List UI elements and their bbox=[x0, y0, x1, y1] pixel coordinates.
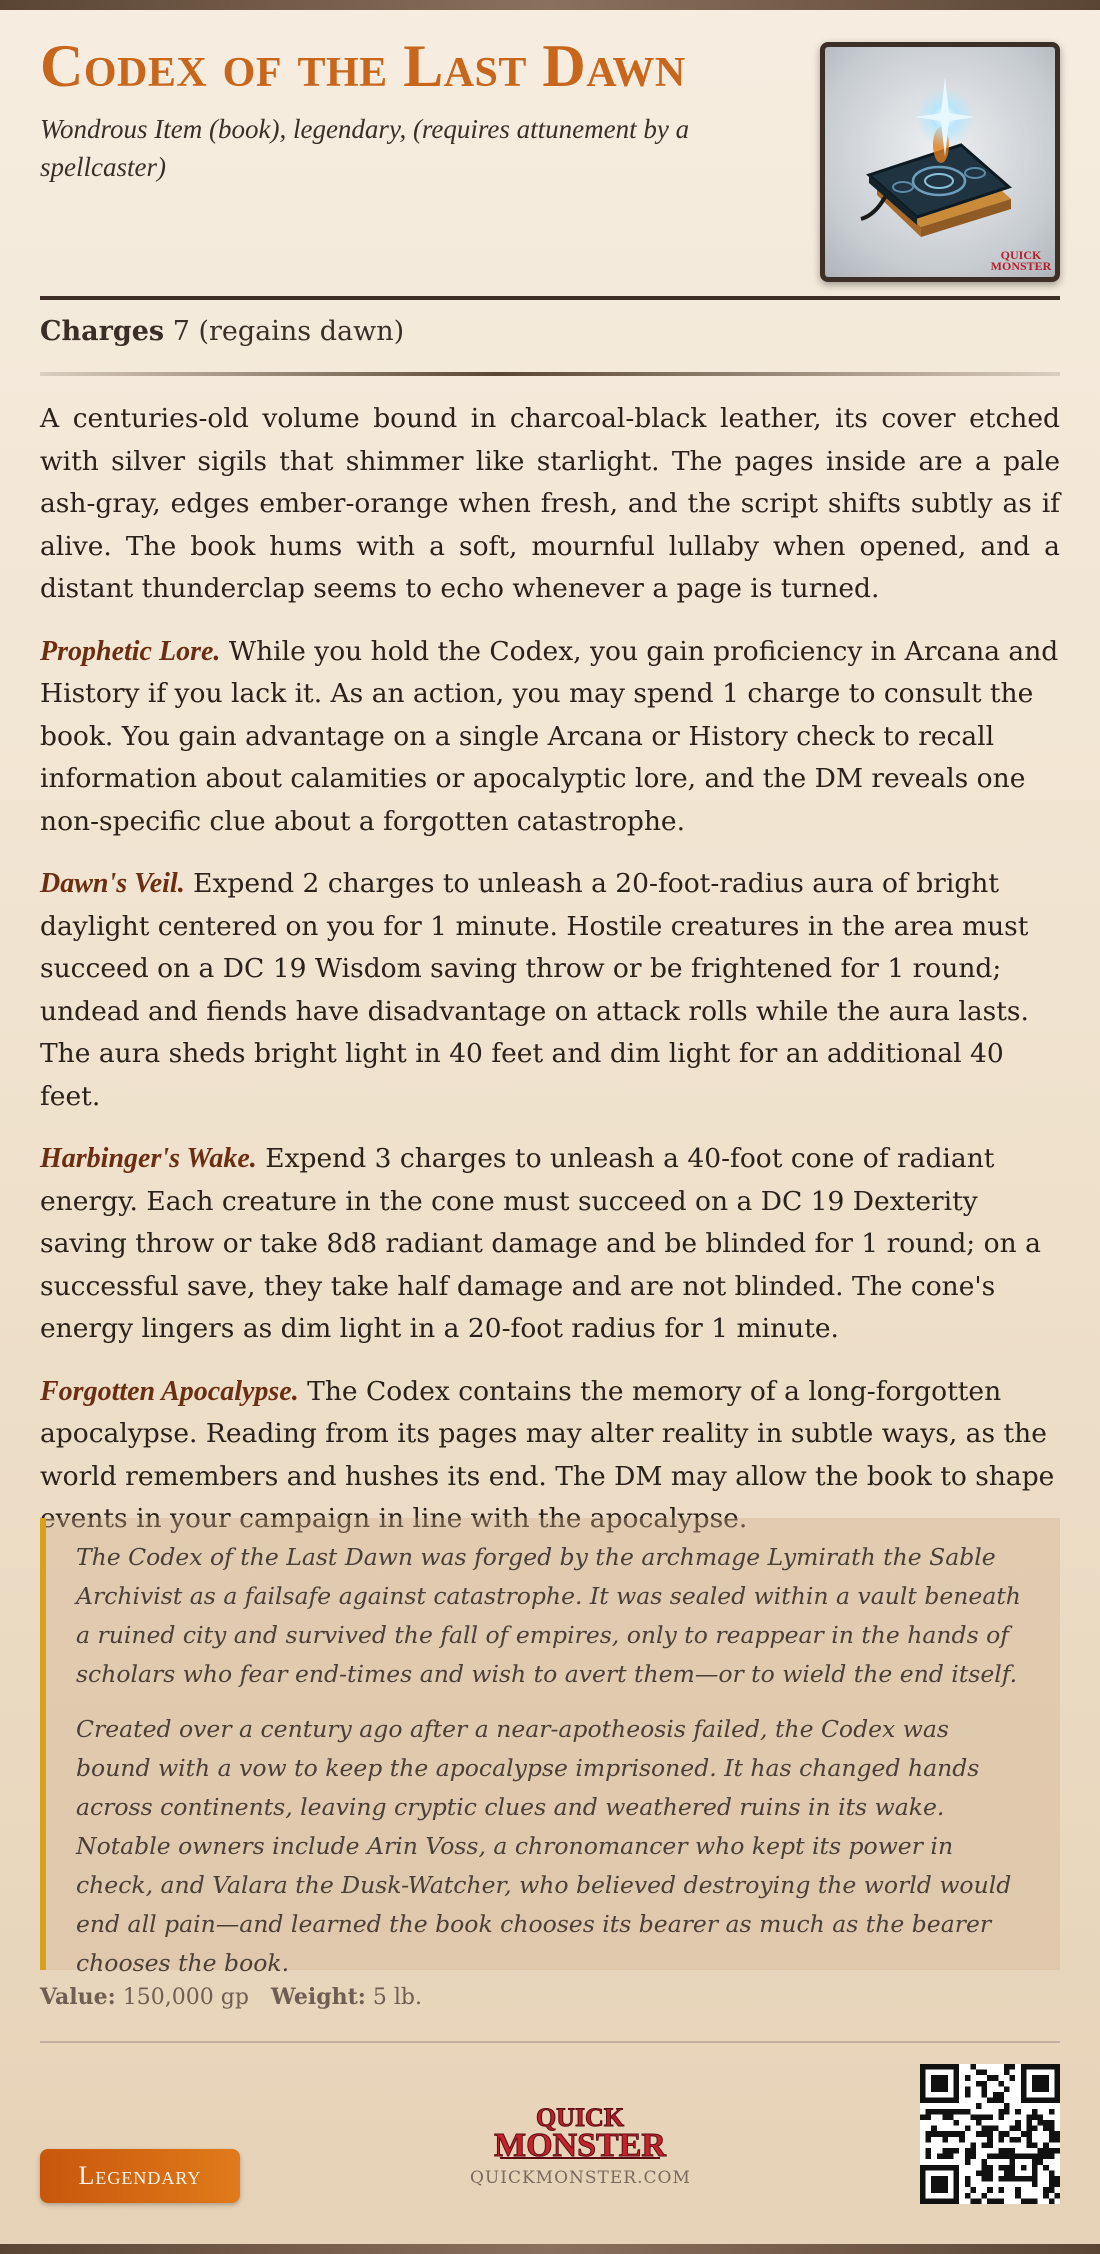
lore-paragraph: The Codex of the Last Dawn was forged by the archmage Lymirath the Sable Archivist as a failsafe against catastrophe. It was sealed within a vault beneath a ruined city and survived the fall of empires, only to reappear in the hands of scholars who fear end-times and wish to avert them—or to wield the end itself. bbox=[76, 1543, 1021, 1688]
qr-code-icon[interactable] bbox=[920, 2064, 1060, 2204]
charges-value: 7 (regains dawn) bbox=[172, 316, 405, 347]
feature-dawns-veil bbox=[40, 863, 1060, 1118]
brand-bottom: MONSTER bbox=[494, 2127, 666, 2164]
rarity-badge: Legendary bbox=[40, 2149, 240, 2203]
section-divider bbox=[40, 372, 1060, 376]
bottom-border bbox=[0, 2244, 1100, 2254]
book-illustration bbox=[825, 47, 1055, 277]
item-subtitle: Wondrous Item (book), legendary, (requires attunement by a spellcaster) bbox=[40, 114, 690, 182]
item-body bbox=[40, 398, 1060, 1561]
feature-text: While you hold the Codex, you gain proficiency in Arcana and History if you lack it. As an action, you may spend 1 charge to consult the book. You gain advantage on a single Arcana or History check to recall information about calamities or apocalyptic lore, and the DM reveals one non-specific clue about a forgotten catastrophe. bbox=[40, 635, 1059, 837]
footer-divider bbox=[40, 2041, 1060, 2043]
svg-text:QUICK: QUICK bbox=[1000, 248, 1042, 262]
feature-text: Expend 3 charges to unleash a 40-foot cone of radiant energy. Each creature in the cone must succeed on a DC 19 Dexterity saving throw or take 8d8 radiant damage and be blinded for 1 round; on a successful save, they take half damage and are not blinded. The cone's energy lingers as dim light in a 20-foot radius for 1 minute. bbox=[40, 1143, 1041, 1344]
item-meta bbox=[40, 1984, 422, 2010]
lore-paragraph: Created over a century ago after a near-apotheosis failed, the Codex was bound with a vow to keep the apocalypse imprisoned. It has changed hands across continents, leaving cryptic clues and weathered ruins in its wake. Notable owners include Arin Voss, a chronomancer who kept its power in check, and Valara the Dusk-Watcher, who believed destroying the world would end all pain—and learned the book chooses its bearer as much as the bearer chooses the book. bbox=[76, 1715, 1012, 1977]
header-divider bbox=[40, 296, 1060, 300]
feature-forgotten-apocalypse bbox=[40, 1371, 1060, 1541]
feature-name: Harbinger's Wake. bbox=[40, 1143, 257, 1174]
weight-amount: 5 lb. bbox=[372, 1985, 422, 2010]
quickmonster-logo-icon bbox=[480, 2100, 680, 2164]
feature-text: Expend 2 charges to unleash a 20-foot-radius aura of bright daylight centered on you for 1 minute. Hostile creatures in the area must succeed on a DC 19 Wisdom saving throw or be frightened for 1 round; undead and fiends have disadvantage on attack rolls while the aura lasts. The aura sheds bright light in 40 feet and dim light for an additional 40 feet. bbox=[40, 868, 1029, 1112]
charges-line bbox=[40, 316, 404, 347]
brand-top: QUICK bbox=[535, 2103, 625, 2132]
feature-name: Dawn's Veil. bbox=[40, 868, 185, 899]
svg-text:MONSTER: MONSTER bbox=[990, 259, 1052, 273]
feature-name: Prophetic Lore. bbox=[40, 635, 221, 667]
item-title: Codex of the Last Dawn bbox=[40, 33, 686, 99]
top-border bbox=[0, 0, 1100, 10]
charges-label: Charges bbox=[40, 316, 165, 347]
feature-prophetic-lore bbox=[40, 631, 1060, 844]
brand-url[interactable]: QUICKMONSTER.COM bbox=[470, 2168, 691, 2188]
weight-label: Weight: bbox=[270, 1984, 366, 2010]
feature-harbingers-wake bbox=[40, 1138, 1060, 1351]
item-description: A centuries-old volume bound in charcoal-black leather, its cover etched with silver sigils that shimmer like starlight. The pages inside are a pale ash-gray, edges ember-orange when fresh, and the script shifts subtly as if alive. The book hums with a soft, mournful lullaby when opened, and a distant thunderclap seems to echo whenever a page is turned. bbox=[40, 403, 1060, 604]
feature-text: The Codex contains the memory of a long-forgotten apocalypse. Reading from its pages may alter reality in subtle ways, as the world remembers and hushes its end. The DM may allow the book to shape events in your campaign in line with the apocalypse. bbox=[40, 1375, 1055, 1534]
value-amount: 150,000 gp bbox=[122, 1985, 249, 2010]
item-portrait bbox=[820, 42, 1060, 282]
feature-name: Forgotten Apocalypse. bbox=[40, 1375, 299, 1407]
value-label: Value: bbox=[40, 1984, 116, 2010]
lore-block bbox=[40, 1518, 1060, 1977]
brand-footer bbox=[470, 2100, 690, 2210]
